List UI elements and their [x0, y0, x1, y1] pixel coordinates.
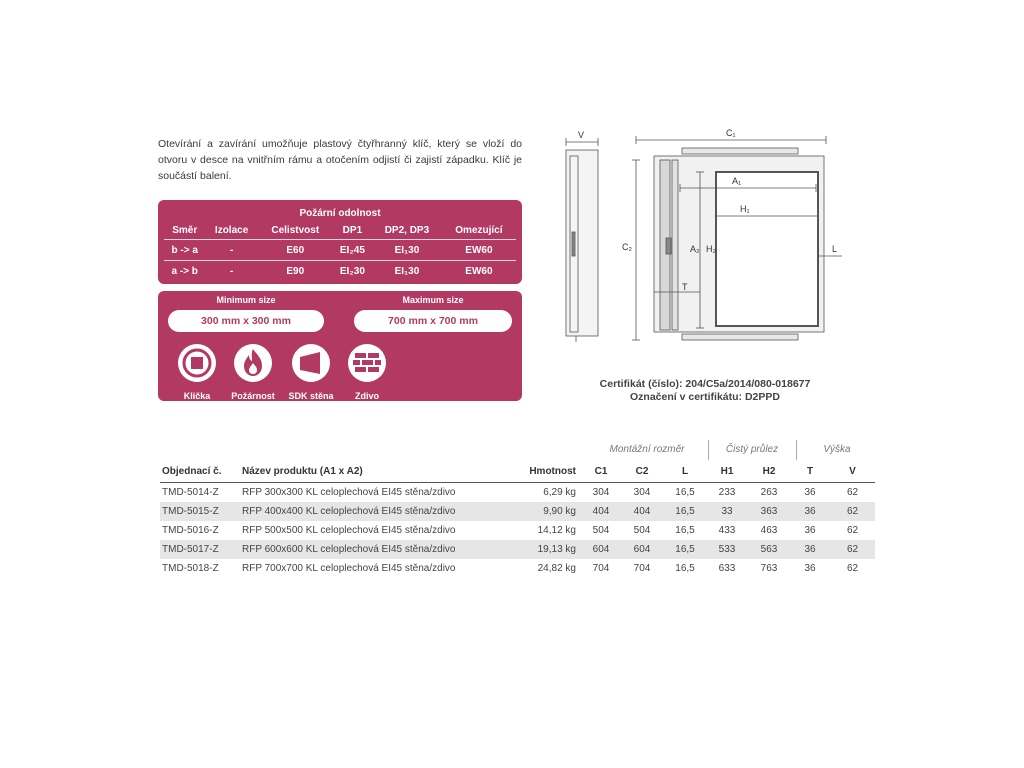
- table-cell: 14,12 kg: [537, 525, 576, 536]
- table-cell: 463: [760, 525, 778, 536]
- group-clear-opening: Čistý průlez: [725, 444, 779, 455]
- feature-label: Zdivo: [355, 391, 379, 401]
- fire-cell: -: [229, 265, 234, 277]
- table-header-cell: C1: [582, 460, 620, 483]
- fire-cell: EW60: [465, 265, 493, 277]
- table-cell: RFP 600x600 KL celoplechová EI45 stěna/zdivo: [240, 540, 512, 559]
- table-row: [160, 559, 875, 578]
- table-cell: RFP 700x700 KL celoplechová EI45 stěna/zdivo: [242, 563, 456, 574]
- table-cell: 36: [790, 540, 830, 559]
- table-header-cell: L: [664, 460, 706, 483]
- feature-label: Požárnost: [231, 391, 275, 401]
- fire-header-cell: Omezující: [442, 222, 516, 240]
- table-cell: 62: [846, 525, 859, 536]
- front-view: [632, 136, 842, 340]
- dim-label-a2: A₂: [690, 244, 700, 254]
- table-cell: 6,29 kg: [543, 487, 576, 498]
- feature-label: SDK stěna: [288, 391, 334, 401]
- table-cell: 9,90 kg: [512, 502, 582, 521]
- table-cell: 33: [706, 502, 748, 521]
- group-mounting: Montážní rozměr: [609, 444, 685, 455]
- table-cell: 36: [804, 563, 816, 574]
- dim-label-v: V: [578, 130, 585, 140]
- dim-label-c1: C₁: [726, 128, 736, 138]
- fire-cell: -: [205, 240, 257, 261]
- dim-label-l: L: [832, 244, 838, 254]
- group-divider: [708, 440, 709, 460]
- feature-drywall: [280, 343, 342, 401]
- dim-label-c2: C₂: [622, 242, 632, 252]
- group-height: Výška: [823, 444, 851, 455]
- table-cell: 504: [633, 525, 651, 536]
- table-cell: TMD-5017-Z: [160, 540, 240, 559]
- fire-cell: E90: [286, 265, 305, 277]
- table-cell: 62: [830, 540, 875, 559]
- table-cell: 763: [760, 563, 778, 574]
- product-table: [160, 460, 875, 578]
- feature-fire: [222, 343, 284, 401]
- table-cell: 36: [790, 502, 830, 521]
- fire-row: [164, 261, 516, 282]
- brick-wall-icon: [347, 343, 387, 383]
- table-cell: RFP 400x400 KL celoplechová EI45 stěna/zdivo: [240, 502, 512, 521]
- certificate-info: [540, 378, 870, 404]
- feature-brick: [336, 343, 398, 401]
- table-header-cell: T: [790, 460, 830, 483]
- table-cell: 36: [804, 487, 816, 498]
- table-cell: 604: [582, 540, 620, 559]
- table-header-row: [160, 460, 875, 483]
- feature-label: Klička: [183, 391, 211, 401]
- table-cell: 62: [846, 563, 859, 574]
- table-header-cell: H1: [706, 460, 748, 483]
- dim-label-h2: H₂: [706, 244, 716, 254]
- table-cell: 62: [830, 502, 875, 521]
- max-size-value: 700 mm x 700 mm: [354, 310, 512, 332]
- table-cell: 19,13 kg: [512, 540, 582, 559]
- table-cell: 604: [620, 540, 664, 559]
- table-cell: 504: [592, 525, 610, 536]
- table-row: [160, 502, 875, 521]
- table-group-headers: [160, 440, 875, 460]
- table-cell: 16,5: [675, 487, 695, 498]
- table-header-cell: Objednací č.: [160, 460, 240, 483]
- table-row: [160, 483, 875, 503]
- table-cell: 533: [706, 540, 748, 559]
- table-cell: 36: [804, 525, 816, 536]
- fire-row: [164, 240, 516, 261]
- table-header-cell: Název produktu (A1 x A2): [240, 460, 512, 483]
- fire-header-cell: Směr: [164, 222, 205, 240]
- table-header-cell: H2: [748, 460, 790, 483]
- table-cell: 62: [846, 487, 859, 498]
- table-header-cell: Hmotnost: [512, 460, 582, 483]
- fire-header-cell: Celistvost: [258, 222, 333, 240]
- table-cell: RFP 300x300 KL celoplechová EI45 stěna/zdivo: [242, 487, 456, 498]
- table-row: [160, 540, 875, 559]
- fire-header-cell: DP1: [333, 222, 372, 240]
- table-cell: 16,5: [675, 525, 695, 536]
- table-cell: TMD-5016-Z: [162, 525, 219, 536]
- dim-label-h1: H₁: [740, 204, 750, 214]
- table-cell: 233: [718, 487, 736, 498]
- table-cell: 404: [582, 502, 620, 521]
- table-row: [160, 521, 875, 540]
- fire-cell: EI₂30: [339, 265, 365, 277]
- fire-cell: EW60: [442, 240, 516, 261]
- table-cell: 16,5: [675, 563, 695, 574]
- table-cell: 304: [592, 487, 610, 498]
- table-header-cell: V: [830, 460, 875, 483]
- drywall-icon: [291, 343, 331, 383]
- table-cell: 433: [718, 525, 736, 536]
- table-cell: TMD-5018-Z: [162, 563, 219, 574]
- table-cell: RFP 500x500 KL celoplechová EI45 stěna/zdivo: [242, 525, 456, 536]
- max-size-label: Maximum size: [402, 295, 464, 305]
- certificate-designation: Označení v certifikátu: D2PPD: [630, 391, 780, 403]
- certificate-number: Certifikát (číslo): 204/C5a/2014/080-018677: [599, 378, 811, 390]
- table-cell: 263: [760, 487, 778, 498]
- min-size-label: Minimum size: [216, 295, 276, 305]
- table-cell: 304: [633, 487, 651, 498]
- table-cell: 704: [633, 563, 651, 574]
- dim-label-a1: A₁: [732, 176, 742, 186]
- fire-header-cell: Izolace: [205, 222, 257, 240]
- fire-resistance-panel: [158, 200, 522, 284]
- side-view: [566, 138, 598, 342]
- table-cell: 633: [718, 563, 736, 574]
- table-cell: 16,5: [664, 540, 706, 559]
- technical-drawing: [540, 120, 870, 352]
- fire-cell: EI₁30: [394, 265, 420, 277]
- table-cell: 704: [592, 563, 610, 574]
- table-cell: 24,82 kg: [537, 563, 576, 574]
- group-divider: [796, 440, 797, 460]
- table-cell: 16,5: [664, 502, 706, 521]
- fire-cell: a -> b: [171, 265, 198, 277]
- fire-resistance-table: [164, 222, 516, 281]
- table-cell: 363: [748, 502, 790, 521]
- fire-icon: [233, 343, 273, 383]
- intro-paragraph: Otevírání a zavírání umožňuje plastový čtyřhranný klíč, který se vloží do otvoru v desce na vnitřním rámu a otočením odjistí či zajistí západku. Klíč je součástí balení.: [158, 138, 522, 182]
- fire-header-row: [164, 222, 516, 240]
- table-cell: TMD-5014-Z: [162, 487, 219, 498]
- feature-handle: [166, 343, 228, 401]
- handle-icon: [177, 343, 217, 383]
- table-cell: 404: [620, 502, 664, 521]
- dim-label-t: T: [682, 282, 688, 292]
- fire-cell: b -> a: [164, 240, 205, 261]
- fire-cell: EI₁30: [372, 240, 442, 261]
- fire-resistance-title: Požární odolnost: [299, 208, 381, 219]
- min-size-value: 300 mm x 300 mm: [168, 310, 324, 332]
- table-cell: TMD-5015-Z: [160, 502, 240, 521]
- size-panel: [158, 291, 522, 401]
- fire-cell: EI₂45: [333, 240, 372, 261]
- fire-header-cell: DP2, DP3: [372, 222, 442, 240]
- table-header-cell: C2: [620, 460, 664, 483]
- table-cell: 563: [748, 540, 790, 559]
- fire-cell: E60: [258, 240, 333, 261]
